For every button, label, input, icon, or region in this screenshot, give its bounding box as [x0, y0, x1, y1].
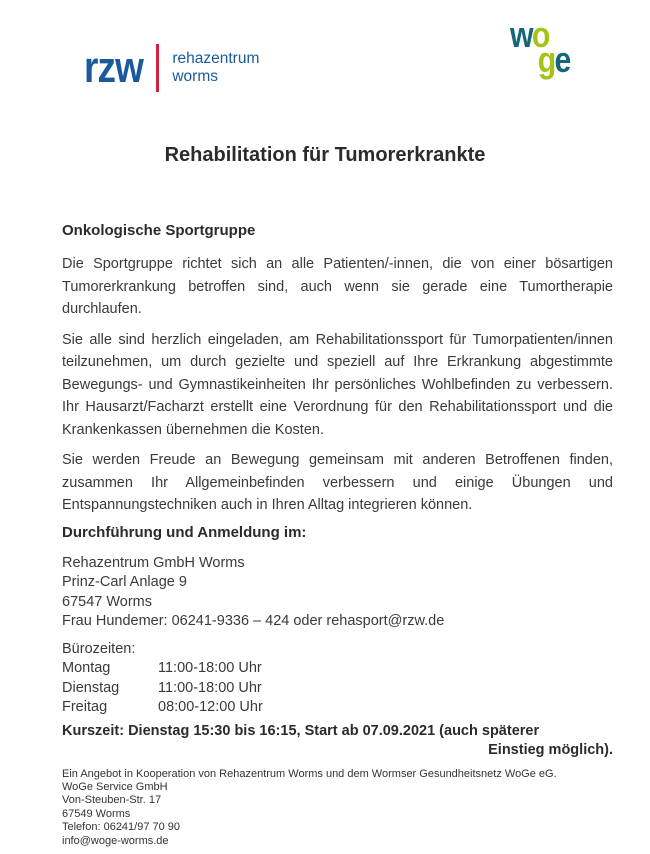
address-line-contact: Frau Hundemer: 06241-9336 – 424 oder rehasport@rzw.de: [62, 613, 445, 629]
footer-company: WoGe Service GmbH: [62, 780, 168, 793]
office-hours-row: [62, 679, 613, 699]
office-hours-day: Montag: [62, 660, 111, 676]
heading-registration: Durchführung und Anmeldung im:: [62, 523, 307, 541]
office-hours-time: 11:00-18:00 Uhr: [158, 679, 262, 696]
address-line-company: Rehazentrum GmbH Worms: [62, 554, 245, 571]
rzw-logo-name-line2: worms: [172, 68, 218, 85]
footer-cooperation-line: Ein Angebot in Kooperation von Rehazentrum Worms und dem Wormser Gesundheitsnetz WoGe eG.: [62, 767, 557, 780]
document-content: [62, 221, 613, 848]
office-hours-row: [62, 698, 613, 718]
footer-city: 67549 Worms: [62, 807, 131, 820]
rzw-logo-name-line1: rehazentrum: [172, 50, 260, 67]
office-hours-block: [62, 640, 613, 718]
office-hours-heading: Bürozeiten:: [62, 640, 136, 657]
page-title: Rehabilitation für Tumorerkrankte: [164, 144, 486, 166]
address-block: [62, 554, 613, 632]
woge-letter-e: e: [554, 39, 570, 80]
course-time-line1: Kurszeit: Dienstag 15:30 bis 16:15, Start ab 07.09.2021 (auch späterer: [62, 722, 540, 739]
address-line-city: 67547 Worms: [62, 593, 152, 610]
office-hours-time: 08:00-12:00 Uhr: [158, 699, 263, 715]
paragraph-invitation: Sie alle sind herzlich eingeladen, am Rehabilitationssport für Tumorpatienten/innen teilzunehmen, um durch gezielte und speziell auf Ihre Erkrankung abgestimmte Bewegungs- und Gymnastikeinheiten Ihr persönliches Wohlbefinden zu verbessern. Ihr Hausarzt/Facharzt erstellt eine Verordnung für den Rehabilitationssport und die Krankenkassen übernehmen die Kosten.: [62, 331, 613, 438]
woge-letter-g: g: [537, 39, 555, 80]
woge-letter-o: o: [531, 14, 549, 55]
woge-logo: [510, 14, 570, 80]
paragraph-benefits: Sie werden Freude an Bewegung gemeinsam mit anderen Betroffenen finden, zusammen Ihr Allgemeinbefinden verbessern und einige Übungen und Entspannungstechniken auch in Ihren Alltag integrieren können.: [62, 452, 613, 513]
rzw-logo-divider: [156, 44, 159, 92]
woge-letter-w: w: [510, 14, 532, 55]
course-time-block: [62, 722, 613, 760]
course-time-line2: Einstieg möglich).: [488, 741, 613, 758]
office-hours-time: 11:00-18:00 Uhr: [158, 660, 262, 676]
footer-street: Von-Steuben-Str. 17: [62, 794, 162, 807]
office-hours-row: [62, 659, 613, 679]
heading-sport-group: Onkologische Sportgruppe: [62, 222, 256, 239]
footer-phone: Telefon: 06241/97 70 90: [62, 821, 181, 834]
footer-email: info@woge-worms.de: [62, 834, 169, 847]
rzw-logo: [84, 42, 259, 94]
address-line-street: Prinz-Carl Anlage 9: [62, 574, 187, 590]
footer-block: [62, 768, 613, 848]
paragraph-target-group: Die Sportgruppe richtet sich an alle Patienten/-innen, die von einer bösartigen Tumorerkrankung betroffen sind, auch wenn sie gerade eine Tumortherapie durchlaufen.: [62, 256, 613, 317]
rzw-logo-acronym: rzw: [84, 43, 144, 92]
rzw-logo-name: [172, 50, 259, 86]
office-hours-day: Dienstag: [62, 679, 120, 696]
office-hours-day: Freitag: [62, 699, 108, 715]
